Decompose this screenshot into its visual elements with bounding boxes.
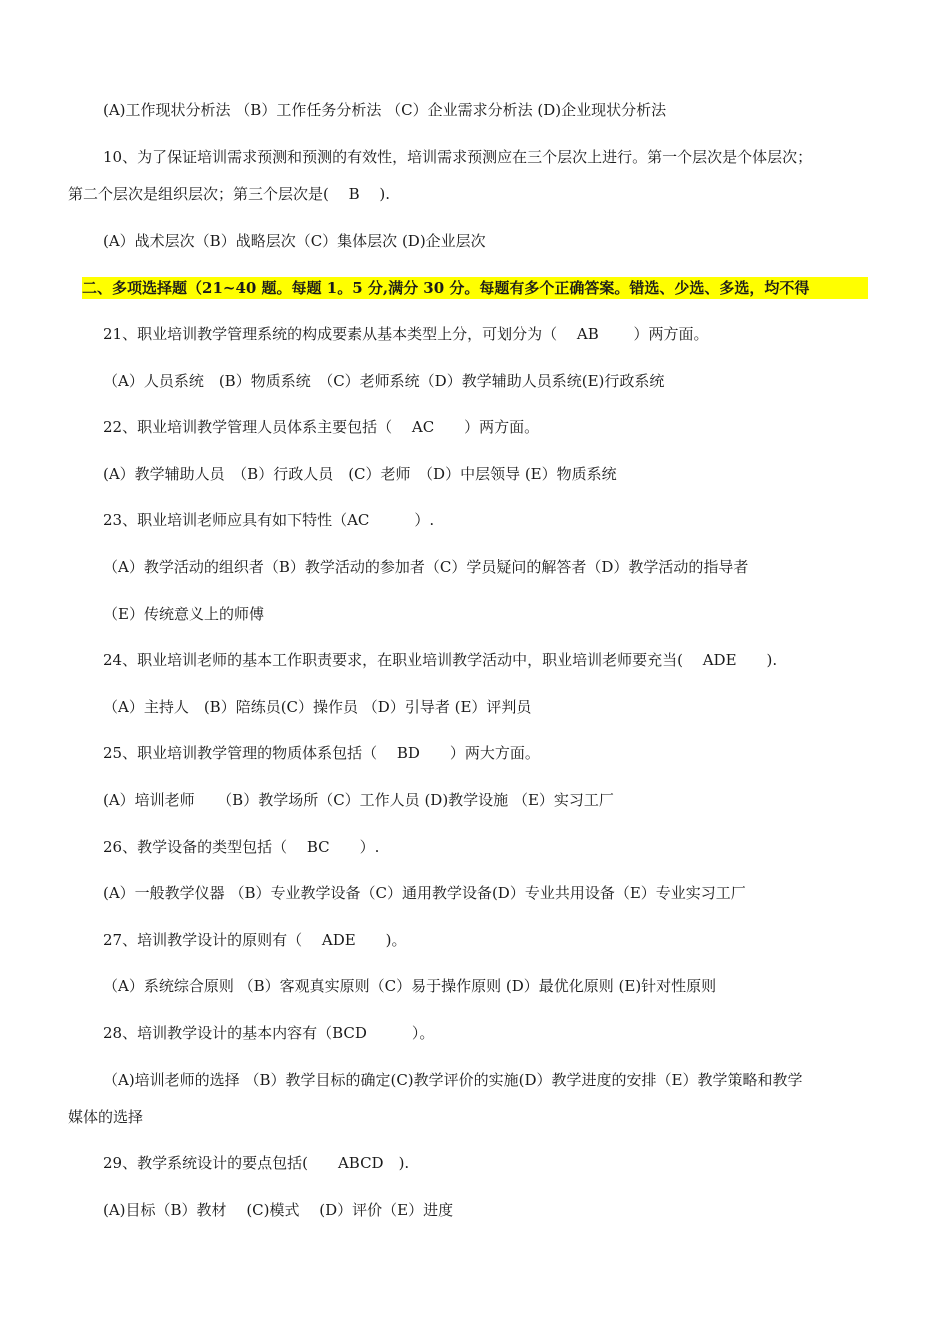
q29-options: (A)目标（B）教材 (C)模式 (D）评价（E）进度 [103,1201,454,1219]
q24-options: （A）主持人 (B）陪练员(C）操作员 （D）引导者 (E）评判员 [103,698,532,716]
q22-text: 22、职业培训教学管理人员体系主要包括（ AC ）两方面。 [103,418,540,436]
q10-text: 10、为了保证培训需求预测和预测的有效性，培训需求预测应在三个层次上进行。第一个层次是个体层次； [103,148,813,166]
q27-text: 27、培训教学设计的原则有（ ADE )。 [103,931,407,949]
q26-options: (A）一般教学仪器 （B）专业教学设备（C）通用教学设备(D）专业共用设备（E）专业实习工厂 [103,884,746,902]
q23-options: （A）教学活动的组织者（B）教学活动的参加者（C）学员疑问的解答者（D）教学活动的指导者 [103,558,749,576]
q21-options: （A）人员系统 (B）物质系统 （C）老师系统（D）教学辅助人员系统(E)行政系统 [103,372,665,390]
q28-options: （A)培训老师的选择 （B）教学目标的确定(C)教学评价的实施(D）教学进度的安排（E）教学策略和教学 [103,1071,803,1089]
q22-options: (A）教学辅助人员 （B）行政人员 (C）老师 （D）中层领导 (E）物质系统 [103,465,617,483]
q23-text: 23、职业培训老师应具有如下特性（AC ）. [103,511,435,529]
q10-options: (A）战术层次（B）战略层次（C）集体层次 (D)企业层次 [103,232,486,250]
q21-text: 21、职业培训教学管理系统的构成要素从基本类型上分，可划分为（ AB ）两方面。 [103,325,709,343]
q28-text: 28、培训教学设计的基本内容有（BCD ）。 [103,1024,435,1042]
q10-text-continued: 第二个层次是组织层次；第三个层次是( B ). [68,185,391,203]
q24-text: 24、职业培训老师的基本工作职责要求，在职业培训教学活动中，职业培训老师要充当( ADE ). [103,651,778,669]
q27-options: （A）系统综合原则 （B）客观真实原则（C）易于操作原则 (D）最优化原则 (E)针对性原则 [103,977,717,995]
q9-options: (A)工作现状分析法 （B）工作任务分析法 （C）企业需求分析法 (D)企业现状分析法 [103,101,667,119]
q28-options-continued: 媒体的选择 [68,1108,144,1126]
q25-options: (A）培训老师 （B）教学场所（C）工作人员 (D)教学设施 （E）实习工厂 [103,791,614,809]
q29-text: 29、教学系统设计的要点包括( ABCD ). [103,1154,410,1172]
q25-text: 25、职业培训教学管理的物质体系包括（ BD ）两大方面。 [103,744,540,762]
q26-text: 26、教学设备的类型包括（ BC ）. [103,838,380,856]
q23-options-continued: （E）传统意义上的师傅 [103,605,264,623]
section-heading-multiple-choice: 二、多项选择题（21~40 题。每题 1。5 分,满分 30 分。每题有多个正确答案。错选、少选、多选，均不得 [82,277,868,299]
